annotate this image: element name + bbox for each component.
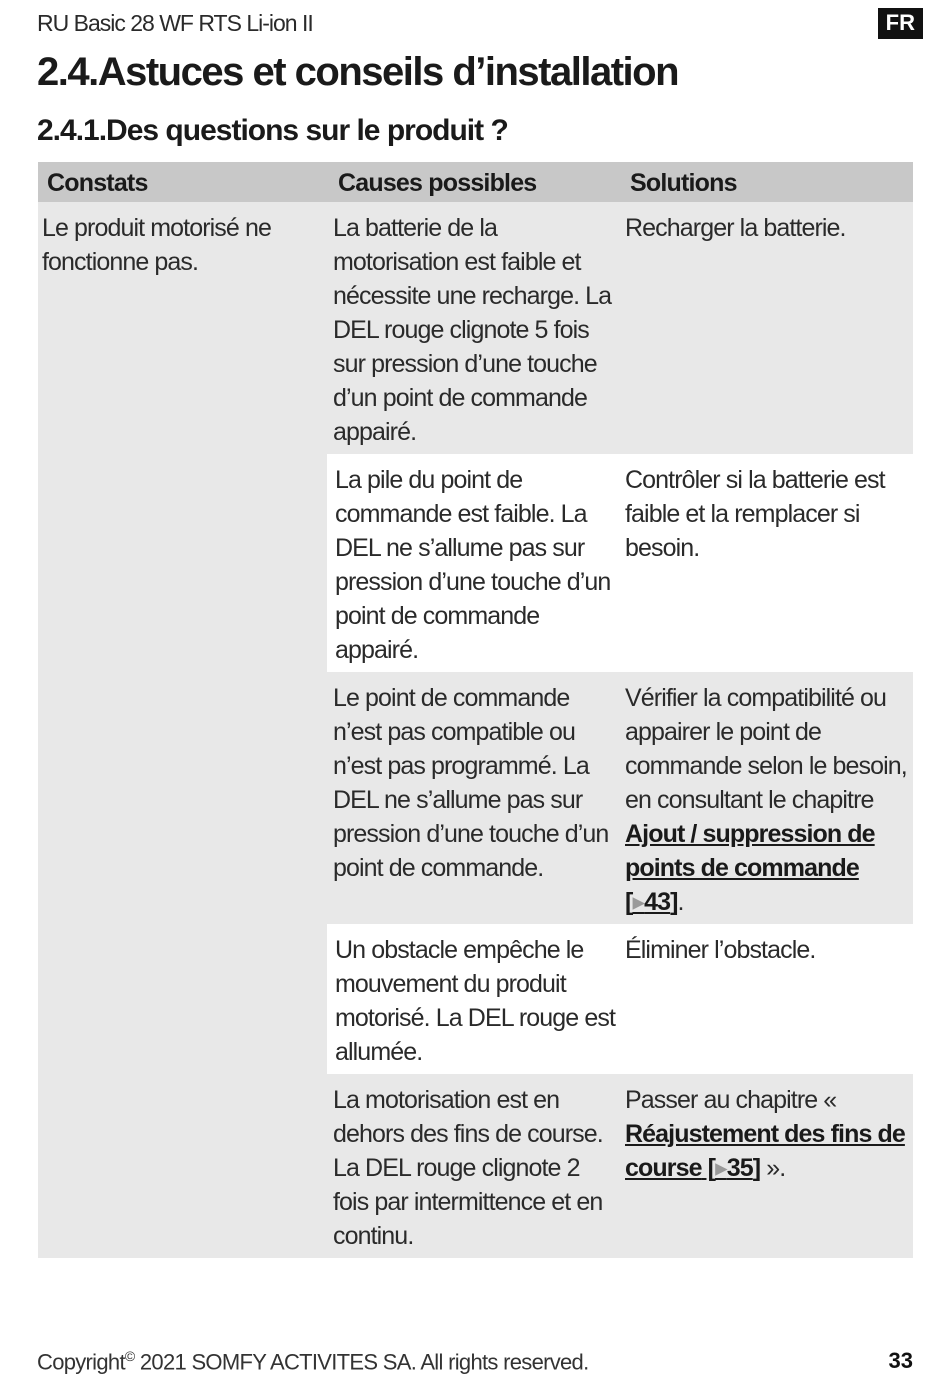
ref-bracket: [ [701,1154,716,1182]
copyright-footer [37,1348,589,1375]
document-name: RU Basic 28 WF RTS Li-ion II [37,10,313,36]
ref-bracket: ] [670,888,678,916]
solution-cell: Éliminer l’obstacle. [621,924,913,1074]
ref-bracket: ] [752,1154,761,1182]
triangle-right-icon: ▸ [715,1154,727,1182]
solution-cell: Recharger la batterie. [621,202,913,454]
column-header-solutions: Solutions [621,162,913,202]
solution-text: Vérifier la compatibilité ou appairer le point de commande selon le besoin, en consultant le chapitre [625,684,907,814]
link-label: Ajout / suppression de points de commande [625,820,875,882]
column-header-causes: Causes possibles [329,162,621,202]
solution-text: . [677,888,684,916]
cause-cell: Le point de commande n’est pas compatible ou n’est pas programmé. La DEL ne s’allume pas sur pression d’une touche d’un point de commande. [329,672,621,924]
triangle-right-icon: ▸ [632,888,645,916]
page-ref: 43 [644,888,671,916]
solution-text: Passer au chapitre « [625,1086,837,1114]
cause-cell: La batterie de la motorisation est faible et nécessite une recharge. La DEL rouge clignote 5 fois sur pression d’une touche d’un point de commande appairé. [329,202,621,454]
solution-cell: Contrôler si la batterie est faible et la remplacer si besoin. [621,454,913,672]
table-header-row [38,162,913,202]
solution-cell [621,672,913,924]
link-label: Réajustement des fins de course [625,1120,905,1182]
solution-cell [621,1074,913,1258]
subsection-title: 2.4.1.Des questions sur le produit ? [37,114,508,147]
page-ref: 35 [726,1154,753,1182]
column-header-constats: Constats [38,162,329,202]
copyright-text: Copyright [37,1349,125,1375]
constat-cell: Le produit motorisé ne fonctionne pas. [38,202,329,1258]
ref-bracket: [ [625,888,633,916]
copyright-mark: © [124,1348,135,1364]
chapter-link-ajout-suppression[interactable] [625,820,875,916]
cause-cell: Un obstacle empêche le mouvement du produit motorisé. La DEL rouge est allumée. [329,924,621,1074]
solution-text: ». [760,1154,786,1182]
cause-cell: La pile du point de commande est faible. La DEL ne s’allume pas sur pression d’une touche d’un point de commande appairé. [329,454,621,672]
table-row [38,202,913,454]
copyright-holder: 2021 SOMFY ACTIVITES SA. All rights reserved. [134,1349,589,1375]
page-header [37,8,923,38]
page-number: 33 [888,1348,913,1373]
troubleshooting-table [38,162,913,1258]
section-title: 2.4.Astuces et conseils d’installation [37,50,679,94]
language-badge: FR [878,8,923,39]
cause-cell: La motorisation est en dehors des fins de course. La DEL rouge clignote 2 fois par intermittence et en continu. [329,1074,621,1258]
